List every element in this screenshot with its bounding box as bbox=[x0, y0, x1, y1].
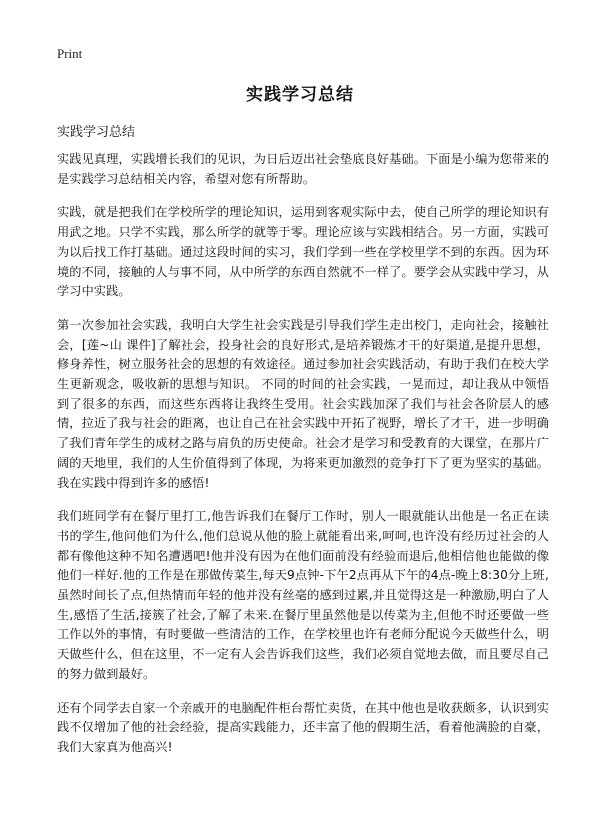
paragraph-computer-counter: 还有个同学去自家一个亲戚开的电脑配件柜台帮忙卖货，在其中他也是收获颇多，认识到实践不仅增加了他的社会经验，提高实践能力，还丰富了他的假期生活，看着他满脸的自豪，我们大家真为他高兴! bbox=[57, 700, 549, 754]
document-body bbox=[57, 150, 549, 772]
document-title: 实践学习总结 bbox=[246, 85, 354, 105]
print-link[interactable]: Print bbox=[57, 46, 83, 61]
paragraph-intro: 实践见真理，实践增长我们的见识，为日后迈出社会垫底良好基础。下面是小编为您带来的是实践学习总结相关内容，希望对您有所帮助。 bbox=[57, 152, 549, 186]
paragraph-first-practice: 第一次参加社会实践，我明白大学生社会实践是引导我们学生走出校门，走向社会，接触社会，[莲~山 课件]了解社会，投身社会的良好形式,是培养锻炼才干的好渠道,是提升思想，修身养性，树立服务社会的思想的有效途径。通过参加社会实践活动，有助于我们在校大学生更新观念，吸收新的思想与知识。 不同的时间的社会实践，一晃而过，却让我从中领悟到了很多的东西，而这些东西将让我终生受用。社会实践加深了我们与社会各阶层人的感情，拉近了我与社会的距离，也让自己在社会实践中开拓了视野，增长了才干，进一步明确了我们青年学生的成材之路与肩负的历史使命。社会才是学习和受教育的大课堂，在那片广阔的天地里，我们的人生价值得到了体现，为将来更加激烈的竞争打下了更为坚实的基础。我在实践中得到许多的感悟! bbox=[57, 317, 549, 490]
document-subtitle: 实践学习总结 bbox=[57, 125, 136, 140]
paragraph-restaurant-work: 我们班同学有在餐厅里打工,他告诉我们在餐厅工作时，别人一眼就能认出他是一名正在读书的学生,他问他们为什么,他们总说从他的脸上就能看出来,呵呵,也许没有经历过社会的人都有像他这种不知名遭遇吧!他并没有因为在他们面前没有经验而退后,他相信他也能做的像他们一样好.他的工作是在那做传菜生,每天9点钟-下午2点再从下午的4点-晚上8:30分上班,虽然时间长了点,但热情而年轻的他并没有丝毫的感到过累,并且觉得这是一种激励,明白了人生,感悟了生活,接簇了社会,了解了未来.在餐厅里虽然他是以传菜为主,但他不时还要做一些工作以外的事情，有时要做一些清洁的工作，在学校里也许有老师分配说今天做些什么，明天做些什么，但在这里，不一定有人会告诉我们这些，我们必须自觉地去做，而且要尽自己的努力做到最好。 bbox=[57, 509, 549, 681]
paragraph-theory-practice: 实践，就是把我们在学校所学的理论知识，运用到客观实际中去，使自己所学的理论知识有用武之地。只学不实践，那么所学的就等于零。理论应该与实践相结合。另一方面，实践可为以后找工作打基础。通过这段时间的实习，我们学到一些在学校里学不到的东西。因为环境的不同，接触的人与事不同，从中所学的东西自然就不一样了。要学会从实践中学习，从学习中实践。 bbox=[57, 205, 549, 299]
